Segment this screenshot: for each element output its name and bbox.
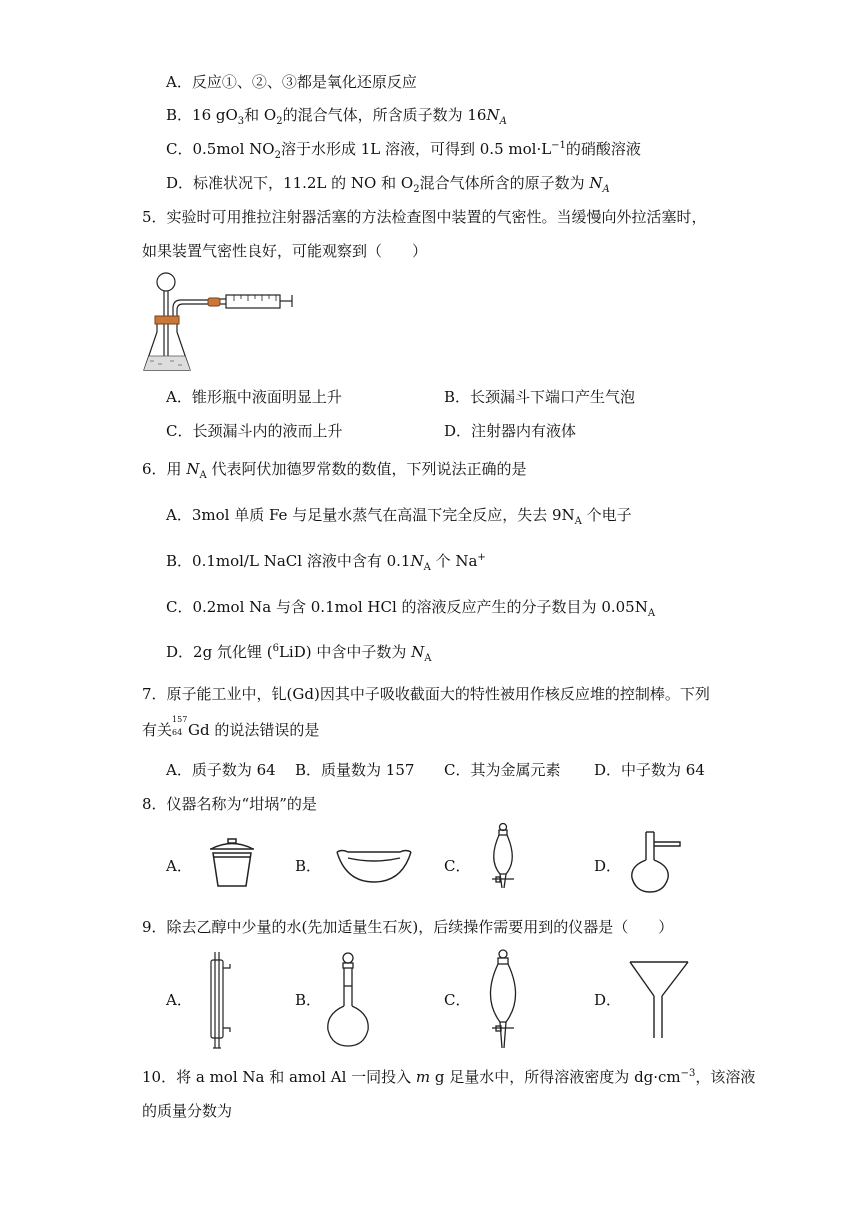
- q5-stem-line1: 5．实验时可用推拉注射器活塞的方法检查图中装置的气密性。当缓慢向外拉活塞时，: [142, 208, 707, 226]
- q8-stem: 8．仪器名称为“坩埚”的是: [142, 795, 317, 813]
- q7-option-a: A．质子数为 64: [166, 761, 276, 779]
- q5-stem-line2: 如果装置气密性良好，可能观察到（ ）: [142, 242, 428, 260]
- distillation-flask-icon: [628, 830, 688, 896]
- q9-label-b: B．: [295, 991, 322, 1009]
- q4-option-a: A．反应①、②、③都是氧化还原反应: [166, 73, 417, 91]
- q4-option-c: C．0.5mol $NO_2$溶于水形成 1L 溶液，可得到 0.5 $mol\cdot L^{-1}$的硝酸溶液: [166, 140, 641, 161]
- q9-label-d: D．: [594, 991, 622, 1009]
- q7-stem-line1: 7．原子能工业中，钆(Gd)因其中子吸收截面大的特性被用作核反应堆的控制棒。下列: [142, 685, 710, 703]
- q5-option-d: D．注射器内有液体: [444, 422, 577, 440]
- q7-stem-line2: 有关 157 64 Gd 的说法错误的是: [142, 715, 320, 739]
- q4-option-d: D．标准状况下，11.2L 的 NO 和 $O_2$混合气体所含的原子数为 $N_A$: [166, 174, 610, 195]
- q7-option-d: D．中子数为 64: [594, 761, 705, 779]
- crucible-icon: [206, 836, 258, 892]
- q10-stem-line1: 10．将 a mol Na 和 amol Al 一同投入 m g 足量水中，所得溶液密度为 $dg\cdot cm^{-3}$，该溶液: [142, 1068, 756, 1086]
- q8-label-b: B．: [295, 857, 322, 875]
- condenser-icon: [200, 950, 240, 1054]
- q6-stem: 6．用 $N_A$ 代表阿伏加德罗常数的数值，下列说法正确的是: [142, 460, 527, 481]
- q6-option-c: C．0.2mol Na 与含 0.1mol HCl 的溶液反应产生的分子数目为 $0.05N_A$: [166, 598, 656, 619]
- q10-stem-line2: 的质量分数为: [142, 1102, 233, 1120]
- separatory-funnel-icon: [476, 948, 530, 1054]
- q7-option-c: C．其为金属元素: [444, 761, 561, 779]
- q9-label-c: C．: [444, 991, 471, 1009]
- q7-option-b: B．质量数为 157: [295, 761, 415, 779]
- q8-label-a: A．: [166, 857, 192, 875]
- q6-option-b: B．0.1mol/L NaCl 溶液中含有 $0.1N_A$ 个 Na+: [166, 552, 486, 573]
- q4-option-b: B．16 $gO_3$和 $O_2$的混合气体，所含质子数为 $16N_A$: [166, 106, 507, 127]
- q9-stem: 9．除去乙醇中少量的水(先加适量生石灰)，后续操作需要用到的仪器是（ ）: [142, 918, 674, 936]
- q5-option-b: B．长颈漏斗下端口产生气泡: [444, 388, 636, 406]
- q6-option-a: A．3mol 单质 Fe 与足量水蒸气在高温下完全反应，失去 $9N_A$ 个电子: [166, 506, 632, 527]
- funnel-icon: [626, 958, 692, 1042]
- q8-label-c: C．: [444, 857, 471, 875]
- q5-option-a: A．锥形瓶中液面明显上升: [166, 388, 342, 406]
- volumetric-flask-icon: [322, 950, 374, 1050]
- q6-option-d: D．2g 氘化锂 ($^6$LiD) 中含中子数为 $N_A$: [166, 643, 432, 664]
- evaporating-dish-icon: [334, 844, 414, 888]
- q8-label-d: D．: [594, 857, 622, 875]
- flask-syringe-apparatus: [140, 270, 300, 378]
- separatory-funnel-icon: [478, 822, 528, 896]
- q9-label-a: A．: [166, 991, 192, 1009]
- q5-option-c: C．长颈漏斗内的液而上升: [166, 422, 343, 440]
- isotope-notation: 157 64: [172, 715, 188, 737]
